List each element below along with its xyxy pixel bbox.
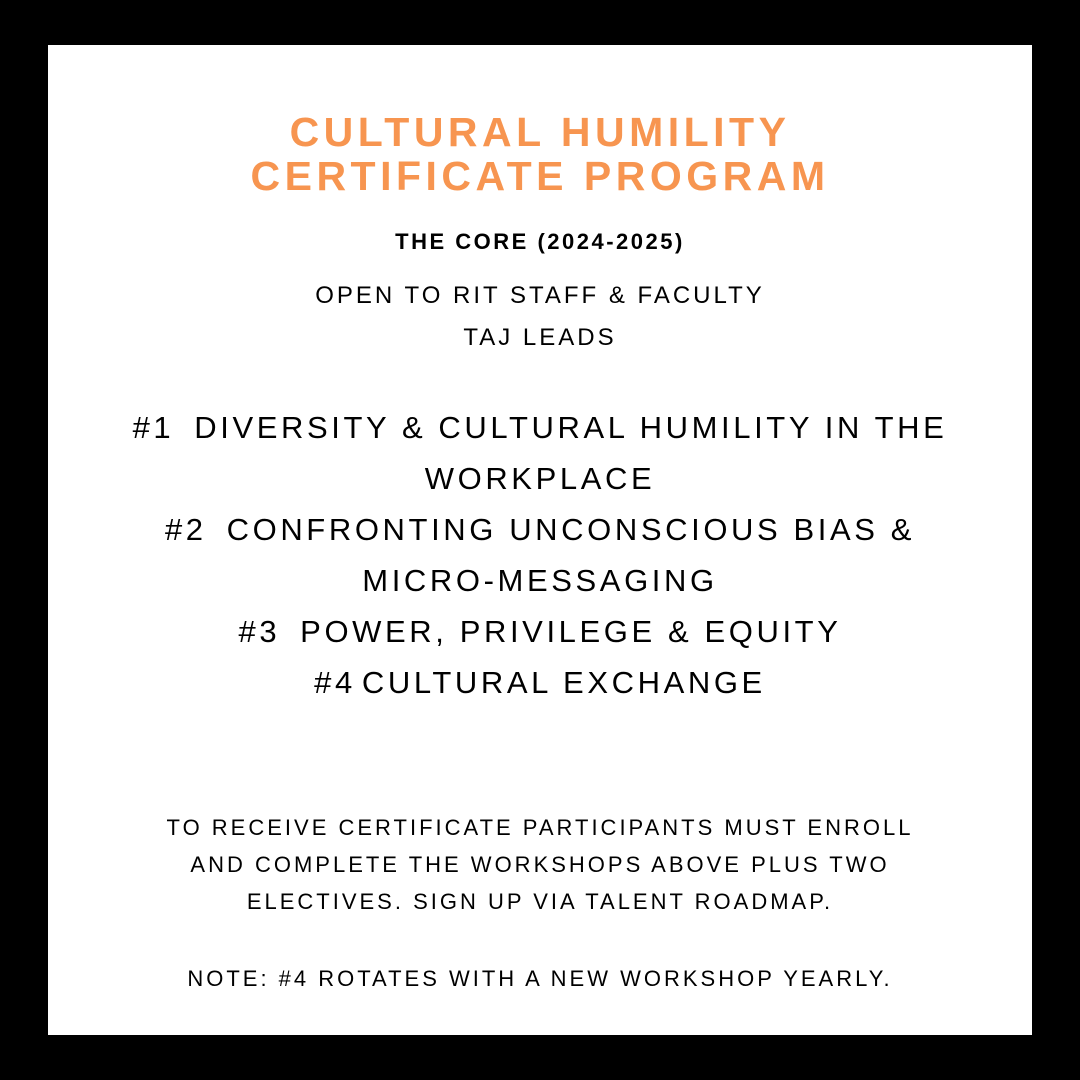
program-subtitle: THE CORE (2024-2025) — [395, 229, 685, 254]
workshop-3 — [48, 616, 1032, 648]
workshop-3-number: #3 — [238, 614, 281, 649]
workshop-3-title: POWER, PRIVILEGE & EQUITY — [300, 614, 842, 649]
requirements-line-1: TO RECEIVE CERTIFICATE PARTICIPANTS MUST ENROLL — [166, 815, 914, 840]
workshop-2-number: #2 — [164, 512, 207, 547]
program-title-line-1: CULTURAL HUMILITY — [289, 109, 791, 155]
workshop-1 — [48, 412, 1032, 444]
workshop-1-title: DIVERSITY & CULTURAL HUMILITY IN THE — [194, 410, 948, 445]
workshop-1-number: #1 — [132, 410, 175, 445]
workshop-1-title-continued: WORKPLACE — [424, 461, 656, 496]
workshop-2 — [48, 514, 1032, 546]
workshop-4-number: #4 — [314, 665, 356, 700]
workshop-4-title: CULTURAL EXCHANGE — [361, 665, 766, 700]
requirements-line-3: ELECTIVES. SIGN UP VIA TALENT ROADMAP. — [246, 889, 834, 914]
rotation-note: NOTE: #4 ROTATES WITH A NEW WORKSHOP YEARLY. — [187, 966, 893, 991]
workshop-2-title: CONFRONTING UNCONSCIOUS BIAS & — [226, 512, 916, 547]
leads-text: TAJ LEADS — [463, 324, 617, 351]
workshop-2-title-continued: MICRO-MESSAGING — [362, 563, 718, 598]
flyer-card — [48, 45, 1032, 1035]
requirements-line-2: AND COMPLETE THE WORKSHOPS ABOVE PLUS TWO — [190, 852, 890, 877]
eligibility-text: OPEN TO RIT STAFF & FACULTY — [315, 282, 765, 309]
workshop-4 — [48, 667, 1032, 699]
program-title-line-2: CERTIFICATE PROGRAM — [250, 153, 830, 199]
